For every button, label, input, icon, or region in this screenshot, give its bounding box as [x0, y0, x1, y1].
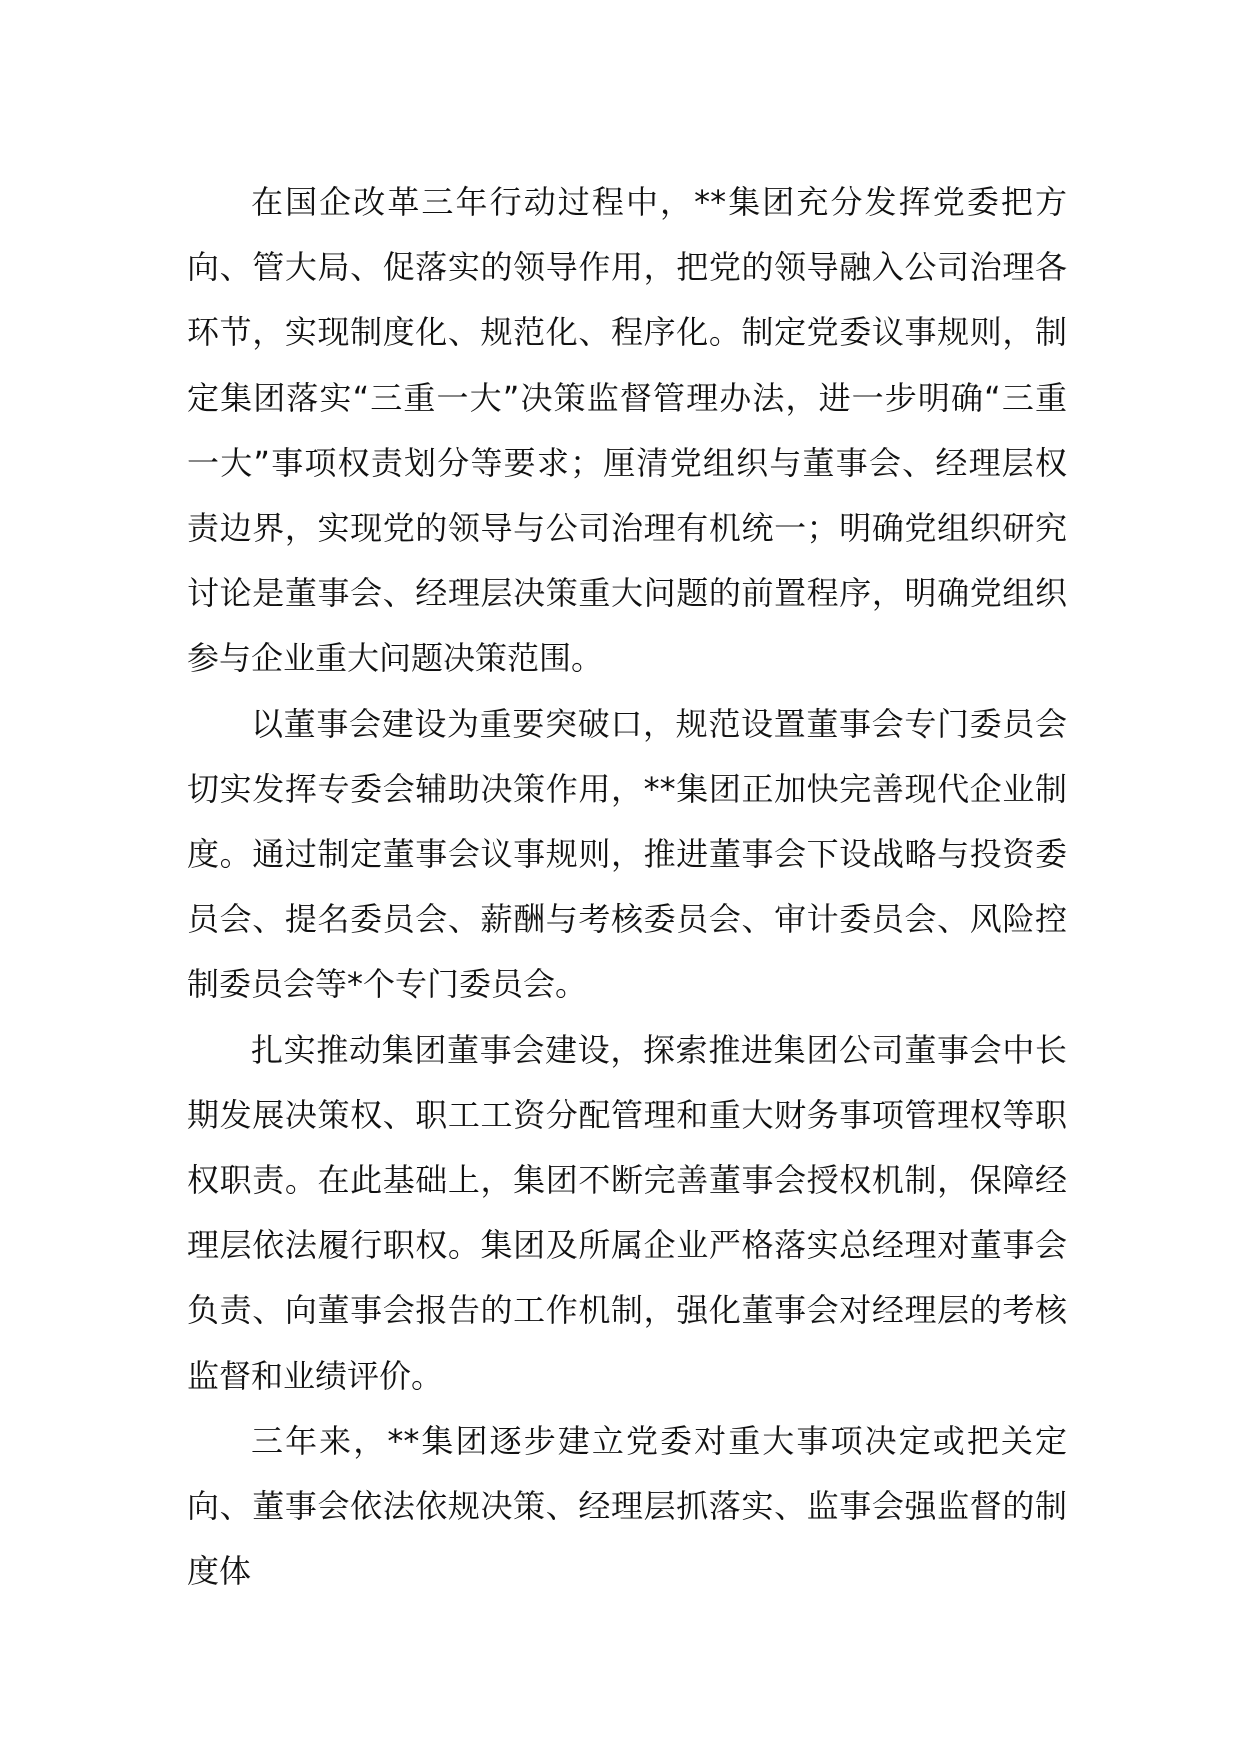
paragraph-party-leadership: 在国企改革三年行动过程中，**集团充分发挥党委把方向、管大局、促落实的领导作用，把党的领导融入公司治理各环节，实现制度化、规范化、程序化。制定党委议事规则，制定集团落实“三重一大”决策监督管理办法，进一步明确“三重一大”事项权责划分等要求；厘清党组织与董事会、经理层权责边界，实现党的领导与公司治理有机统一；明确党组织研究讨论是董事会、经理层决策重大问题的前置程序，明确党组织参与企业重大问题决策范围。: [187, 183, 1067, 678]
paragraph-board-authority: 扎实推动集团董事会建设，探索推进集团公司董事会中长期发展决策权、职工工资分配管理和重大财务事项管理权等职权职责。在此基础上，集团不断完善董事会授权机制，保障经理层依法履行职权。集团及所属企业严格落实总经理对董事会负责、向董事会报告的工作机制，强化董事会对经理层的考核监督和业绩评价。: [187, 1030, 1067, 1395]
paragraph-three-years-summary: 三年来，**集团逐步建立党委对重大事项决定或把关定向、董事会依法依规决策、经理层抓落实、监事会强监督的制度体: [187, 1421, 1067, 1591]
document-body: [187, 170, 1067, 1604]
paragraph-board-committees: 以董事会建设为重要突破口，规范设置董事会专门委员会切实发挥专委会辅助决策作用，**集团正加快完善现代企业制度。通过制定董事会议事规则，推进董事会下设战略与投资委员会、提名委员会、薪酬与考核委员会、审计委员会、风险控制委员会等*个专门委员会。: [187, 704, 1067, 1004]
